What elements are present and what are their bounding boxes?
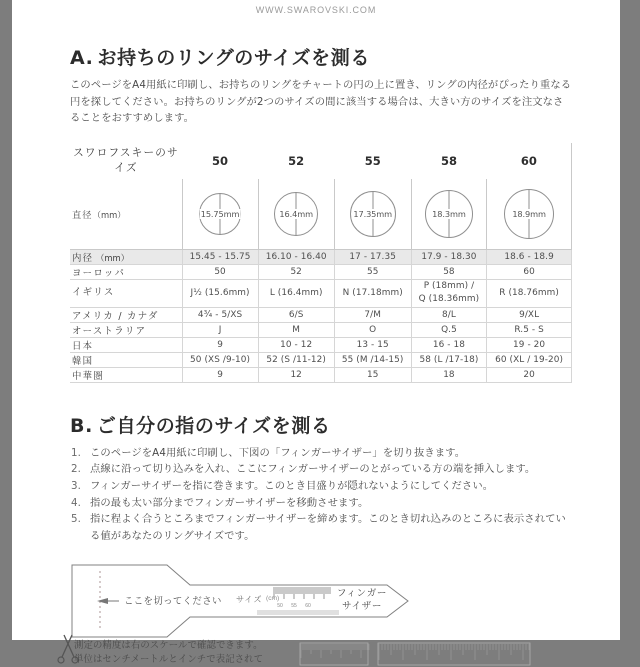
- table-diameter-row: [70, 179, 572, 249]
- table-header-label: スワロフスキーのサイズ: [73, 146, 179, 175]
- table-cell: 50: [182, 264, 258, 279]
- table-row: [70, 307, 572, 322]
- finger-sizer-diagram: [12, 557, 620, 665]
- cut-arrow-icon: [97, 598, 108, 604]
- ring-diameter-cell: [487, 179, 572, 249]
- step-item: [70, 495, 572, 512]
- row-label: [70, 352, 182, 367]
- table-row: [70, 337, 572, 352]
- table-row: [70, 279, 572, 307]
- row-label: [70, 249, 182, 264]
- table-cell: R.5 - S: [487, 322, 572, 337]
- section-a-body: このページをA4用紙に印刷し、お持ちのリングをチャートの円の上に置き、リングの内径がぴったり重なる円を探してください。お持ちのリングが2つのサイズの間に該当する場合は、大きい方のサイズを注文なさることをおすすめします。: [70, 79, 572, 125]
- section-b: [70, 411, 572, 545]
- table-size-header: 52: [288, 154, 305, 169]
- ring-circle: [350, 191, 396, 237]
- table-cell: 60: [487, 264, 572, 279]
- table-header-row: [70, 143, 572, 179]
- verification-ruler-inch: [378, 643, 530, 665]
- row-label-diameter: [70, 179, 182, 249]
- ring-circle: [504, 189, 554, 239]
- step-text: このページをA4用紙に印刷し、下図の「フィンガーサイザー」を切り抜きます。: [90, 446, 466, 459]
- table-cell: L (16.4mm): [258, 279, 334, 307]
- ring-diameter-label: 18.3mm: [432, 208, 466, 219]
- row-label-text: ヨーロッパ: [72, 267, 126, 279]
- row-label: [70, 322, 182, 337]
- row-label-unit: （mm）: [93, 252, 130, 263]
- sizer-tick-label: 60: [305, 602, 311, 609]
- row-label-text: オーストラリア: [72, 325, 147, 337]
- step-number: 4.: [71, 496, 82, 509]
- table-cell: 18.6 - 18.9: [487, 249, 572, 264]
- accuracy-note-line2: 単位はセンチメートルとインチで表記されて: [74, 653, 264, 665]
- row-label-text: 内径: [72, 252, 94, 264]
- table-row: [70, 249, 572, 264]
- table-cell: Q.5: [411, 322, 487, 337]
- ring-size-table: [70, 143, 572, 383]
- row-label: [70, 279, 182, 307]
- step-number: 5.: [71, 513, 82, 526]
- table-cell: 55 (M /14-15): [334, 352, 411, 367]
- table-cell: 16.10 - 16.40: [258, 249, 334, 264]
- row-label-text: 中華圏: [72, 370, 105, 382]
- table-cell: 52: [258, 264, 334, 279]
- ruler-cm-frame: [300, 643, 368, 665]
- table-cell: 4¾ - 5/XS: [182, 307, 258, 322]
- site-url: WWW.SWAROVSKI.COM: [255, 5, 377, 15]
- sizer-cut-label: ここを切ってください: [124, 594, 222, 606]
- step-number: 3.: [71, 479, 82, 492]
- table-cell: O: [334, 322, 411, 337]
- sizer-scale-ticks-top: [274, 587, 330, 599]
- table-cell: 55: [334, 264, 411, 279]
- step-item: [70, 511, 572, 544]
- row-label: [70, 307, 182, 322]
- table-cell: 10 - 12: [258, 337, 334, 352]
- table-cell: 8/L: [411, 307, 487, 322]
- ring-diameter-cell: [258, 179, 334, 249]
- step-item: [70, 445, 572, 462]
- table-cell: 18: [411, 367, 487, 382]
- row-label: [70, 264, 182, 279]
- ring-circle: [274, 192, 318, 236]
- sizer-name: [324, 587, 400, 615]
- table-cell: 7/M: [334, 307, 411, 322]
- table-cell: 15.45 - 15.75: [182, 249, 258, 264]
- table-cell: 60 (XL / 19-20): [487, 352, 572, 367]
- section-a-title-text: お持ちのリングのサイズを測る: [97, 47, 370, 69]
- table-size-header: 60: [487, 143, 572, 179]
- table-cell: 58 (L /17-18): [411, 352, 487, 367]
- step-text: フィンガーサイザーを指に巻きます。このとき目盛りが隠れないようにしてください。: [90, 479, 494, 492]
- verification-ruler-cm: [300, 643, 369, 665]
- table-cell: 20: [487, 367, 572, 382]
- sizer-tick-label: 50: [277, 602, 283, 609]
- row-label-text: アメリカ / カナダ: [72, 310, 159, 322]
- row-label-unit: （mm）: [92, 209, 126, 220]
- step-text: 指に程よく合うところまでフィンガーサイザーを締めます。このとき切れ込みのところに表示されている値があなたのリングサイズです。: [90, 513, 566, 542]
- step-text: 指の最も太い部分までフィンガーサイザーを移動させます。: [90, 496, 369, 509]
- ring-diameter-cell: [182, 179, 258, 249]
- table-cell: 58: [411, 264, 487, 279]
- table-cell: 52 (S /11-12): [258, 352, 334, 367]
- table-cell-line: P (18mm) /: [423, 281, 475, 292]
- table-cell: N (17.18mm): [334, 279, 411, 307]
- step-number: 2.: [71, 463, 82, 476]
- sizer-tick-label: 55: [291, 602, 297, 609]
- table-cell: 17 - 17.35: [334, 249, 411, 264]
- table-cell: 16 - 18: [411, 337, 487, 352]
- ring-diameter-cell: [411, 179, 487, 249]
- table-row: [70, 367, 572, 382]
- ring-diameter-label: 16.4mm: [279, 208, 313, 219]
- table-size-header: 58: [440, 154, 457, 169]
- row-label-text: 韓国: [72, 355, 94, 367]
- table-cell: 6/S: [258, 307, 334, 322]
- section-a-title: [70, 43, 572, 70]
- viewer-scrollbar[interactable]: [632, 0, 640, 640]
- table-cell: J: [182, 322, 258, 337]
- row-label: [70, 367, 182, 382]
- table-cell: 15: [334, 367, 411, 382]
- ring-size-table-wrap: [70, 143, 572, 383]
- table-size-header: 55: [364, 154, 381, 169]
- accuracy-note-line1: 測定の精度は右のスケールで確認できます。: [74, 639, 263, 651]
- table-size-header: 50: [212, 154, 229, 169]
- sizer-name-line1: フィンガー: [336, 587, 388, 599]
- step-number: 1.: [71, 446, 82, 459]
- table-cell: 9/XL: [487, 307, 572, 322]
- section-b-letter: B.: [70, 414, 93, 437]
- table-cell-line: Q (18.36mm): [418, 294, 480, 305]
- step-item: [70, 478, 572, 495]
- table-cell: 13 - 15: [334, 337, 411, 352]
- table-cell: 19 - 20: [487, 337, 572, 352]
- table-cell: 9: [182, 337, 258, 352]
- table-cell: 50 (XS /9-10): [182, 352, 258, 367]
- table-row: [70, 352, 572, 367]
- table-cell: 9: [182, 367, 258, 382]
- ring-diameter-cell: [334, 179, 411, 249]
- row-label: [70, 337, 182, 352]
- document-page: [12, 0, 620, 665]
- row-label-text: 直径: [72, 209, 93, 221]
- table-cell: J½ (15.6mm): [182, 279, 258, 307]
- table-cell: 17.9 - 18.30: [411, 249, 487, 264]
- table-cell: M: [258, 322, 334, 337]
- sizer-scale-unit: (cm): [266, 594, 280, 602]
- table-cell: [411, 279, 487, 307]
- ring-diameter-label: 17.35mm: [353, 208, 393, 219]
- table-cell: 12: [258, 367, 334, 382]
- table-cell: R (18.76mm): [487, 279, 572, 307]
- table-row: [70, 264, 572, 279]
- section-a-letter: A.: [70, 47, 94, 69]
- ring-circle: [425, 190, 473, 238]
- ring-diameter-label: 18.9mm: [512, 208, 546, 219]
- section-a: [70, 43, 572, 127]
- accuracy-note: [74, 639, 263, 667]
- ring-circle: [199, 193, 241, 235]
- table-row: [70, 322, 572, 337]
- section-b-title: [70, 411, 572, 438]
- section-b-title-text: ご自分の指のサイズを測る: [96, 414, 331, 437]
- row-label-text: 日本: [72, 340, 94, 352]
- sizer-name-line2: サイザー: [341, 601, 383, 613]
- ring-diameter-label: 15.75mm: [200, 208, 240, 219]
- step-item: [70, 461, 572, 478]
- step-text: 点線に沿って切り込みを入れ、ここにフィンガーサイザーのとがっている方の端を挿入します。: [90, 463, 536, 476]
- section-b-steps: [70, 445, 572, 545]
- sizer-scale-label: サイズ: [236, 594, 263, 604]
- row-label-text: イギリス: [72, 287, 115, 299]
